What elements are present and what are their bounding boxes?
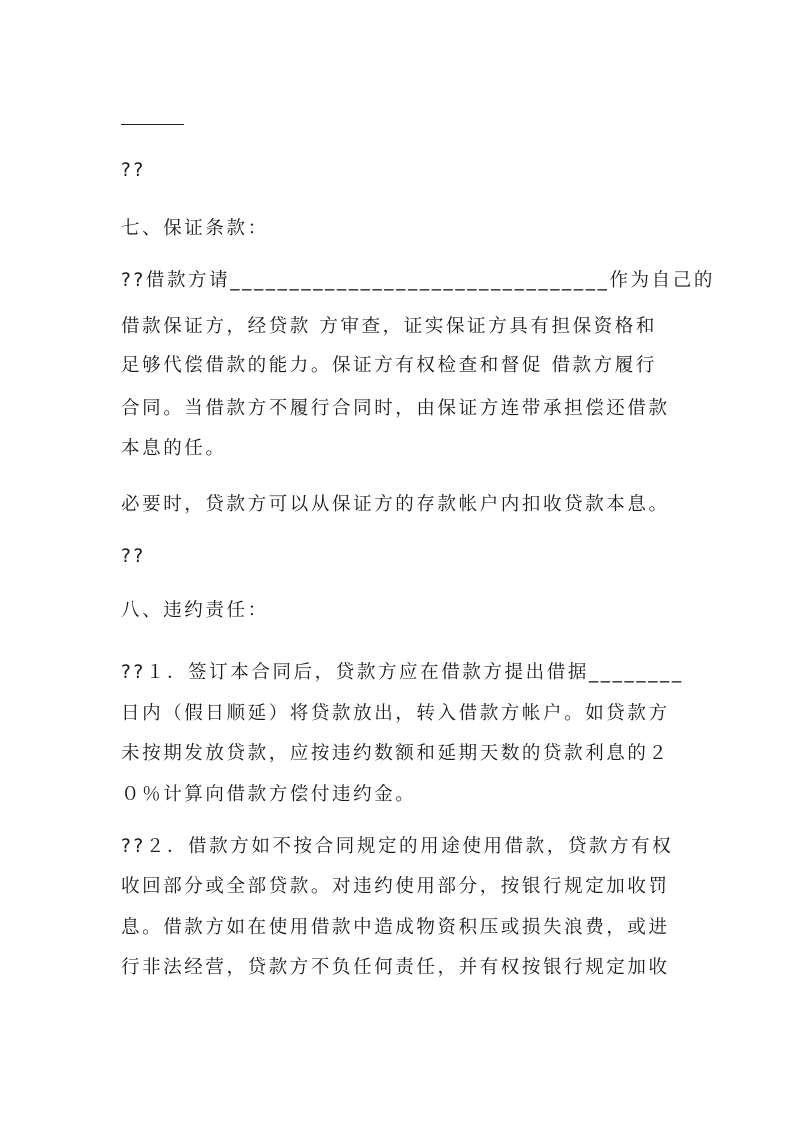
top-rule xyxy=(121,124,184,125)
guarantee-line-1: ??借款方请________________________________作为自己的 xyxy=(121,270,715,291)
liability-item2-line-2: 收回部分或全部贷款。对违约使用部分，按银行规定加收罚 xyxy=(121,876,670,897)
liability-item2-line-3: 息。借款方如在使用借款中造成物资积压或损失浪费，或进 xyxy=(121,917,670,938)
section-heading-liability: 八、违约责任： xyxy=(121,600,269,621)
guarantee-line-4: 合同。当借款方不履行合同时，由保证方连带承担偿还借款 xyxy=(121,398,670,419)
guarantee-line-2: 借款保证方，经贷款 方审查，证实保证方具有担保资格和 xyxy=(121,316,657,337)
section-heading-guarantee: 七、保证条款： xyxy=(121,218,269,239)
guarantee-line-5: 本息的任。 xyxy=(121,438,227,459)
liability-item1-line-3: 未按期发放贷款，应按违约数额和延期天数的贷款利息的２ xyxy=(121,743,670,764)
liability-item1-line-4: ０％计算向借款方偿付违约金。 xyxy=(121,784,417,805)
liability-item1-line-2: 日内（假日顺延）将贷款放出，转入借款方帐户。如贷款方 xyxy=(121,703,670,724)
liability-item1-line-1: ??１．签订本合同后，贷款方应在借款方提出借据________ xyxy=(121,662,684,683)
placeholder-marks: ?? xyxy=(121,546,146,567)
guarantee-note: 必要时，贷款方可以从保证方的存款帐户内扣收贷款本息。 xyxy=(121,494,670,515)
liability-item2-line-4: 行非法经营，贷款方不负任何责任，并有权按银行规定加收 xyxy=(121,957,670,978)
placeholder-marks: ?? xyxy=(121,160,146,181)
liability-item2-line-1: ??２．借款方如不按合同规定的用途使用借款，贷款方有权 xyxy=(121,836,674,857)
guarantee-line-3: 足够代偿借款的能力。保证方有权检查和督促 借款方履行 xyxy=(121,355,657,376)
